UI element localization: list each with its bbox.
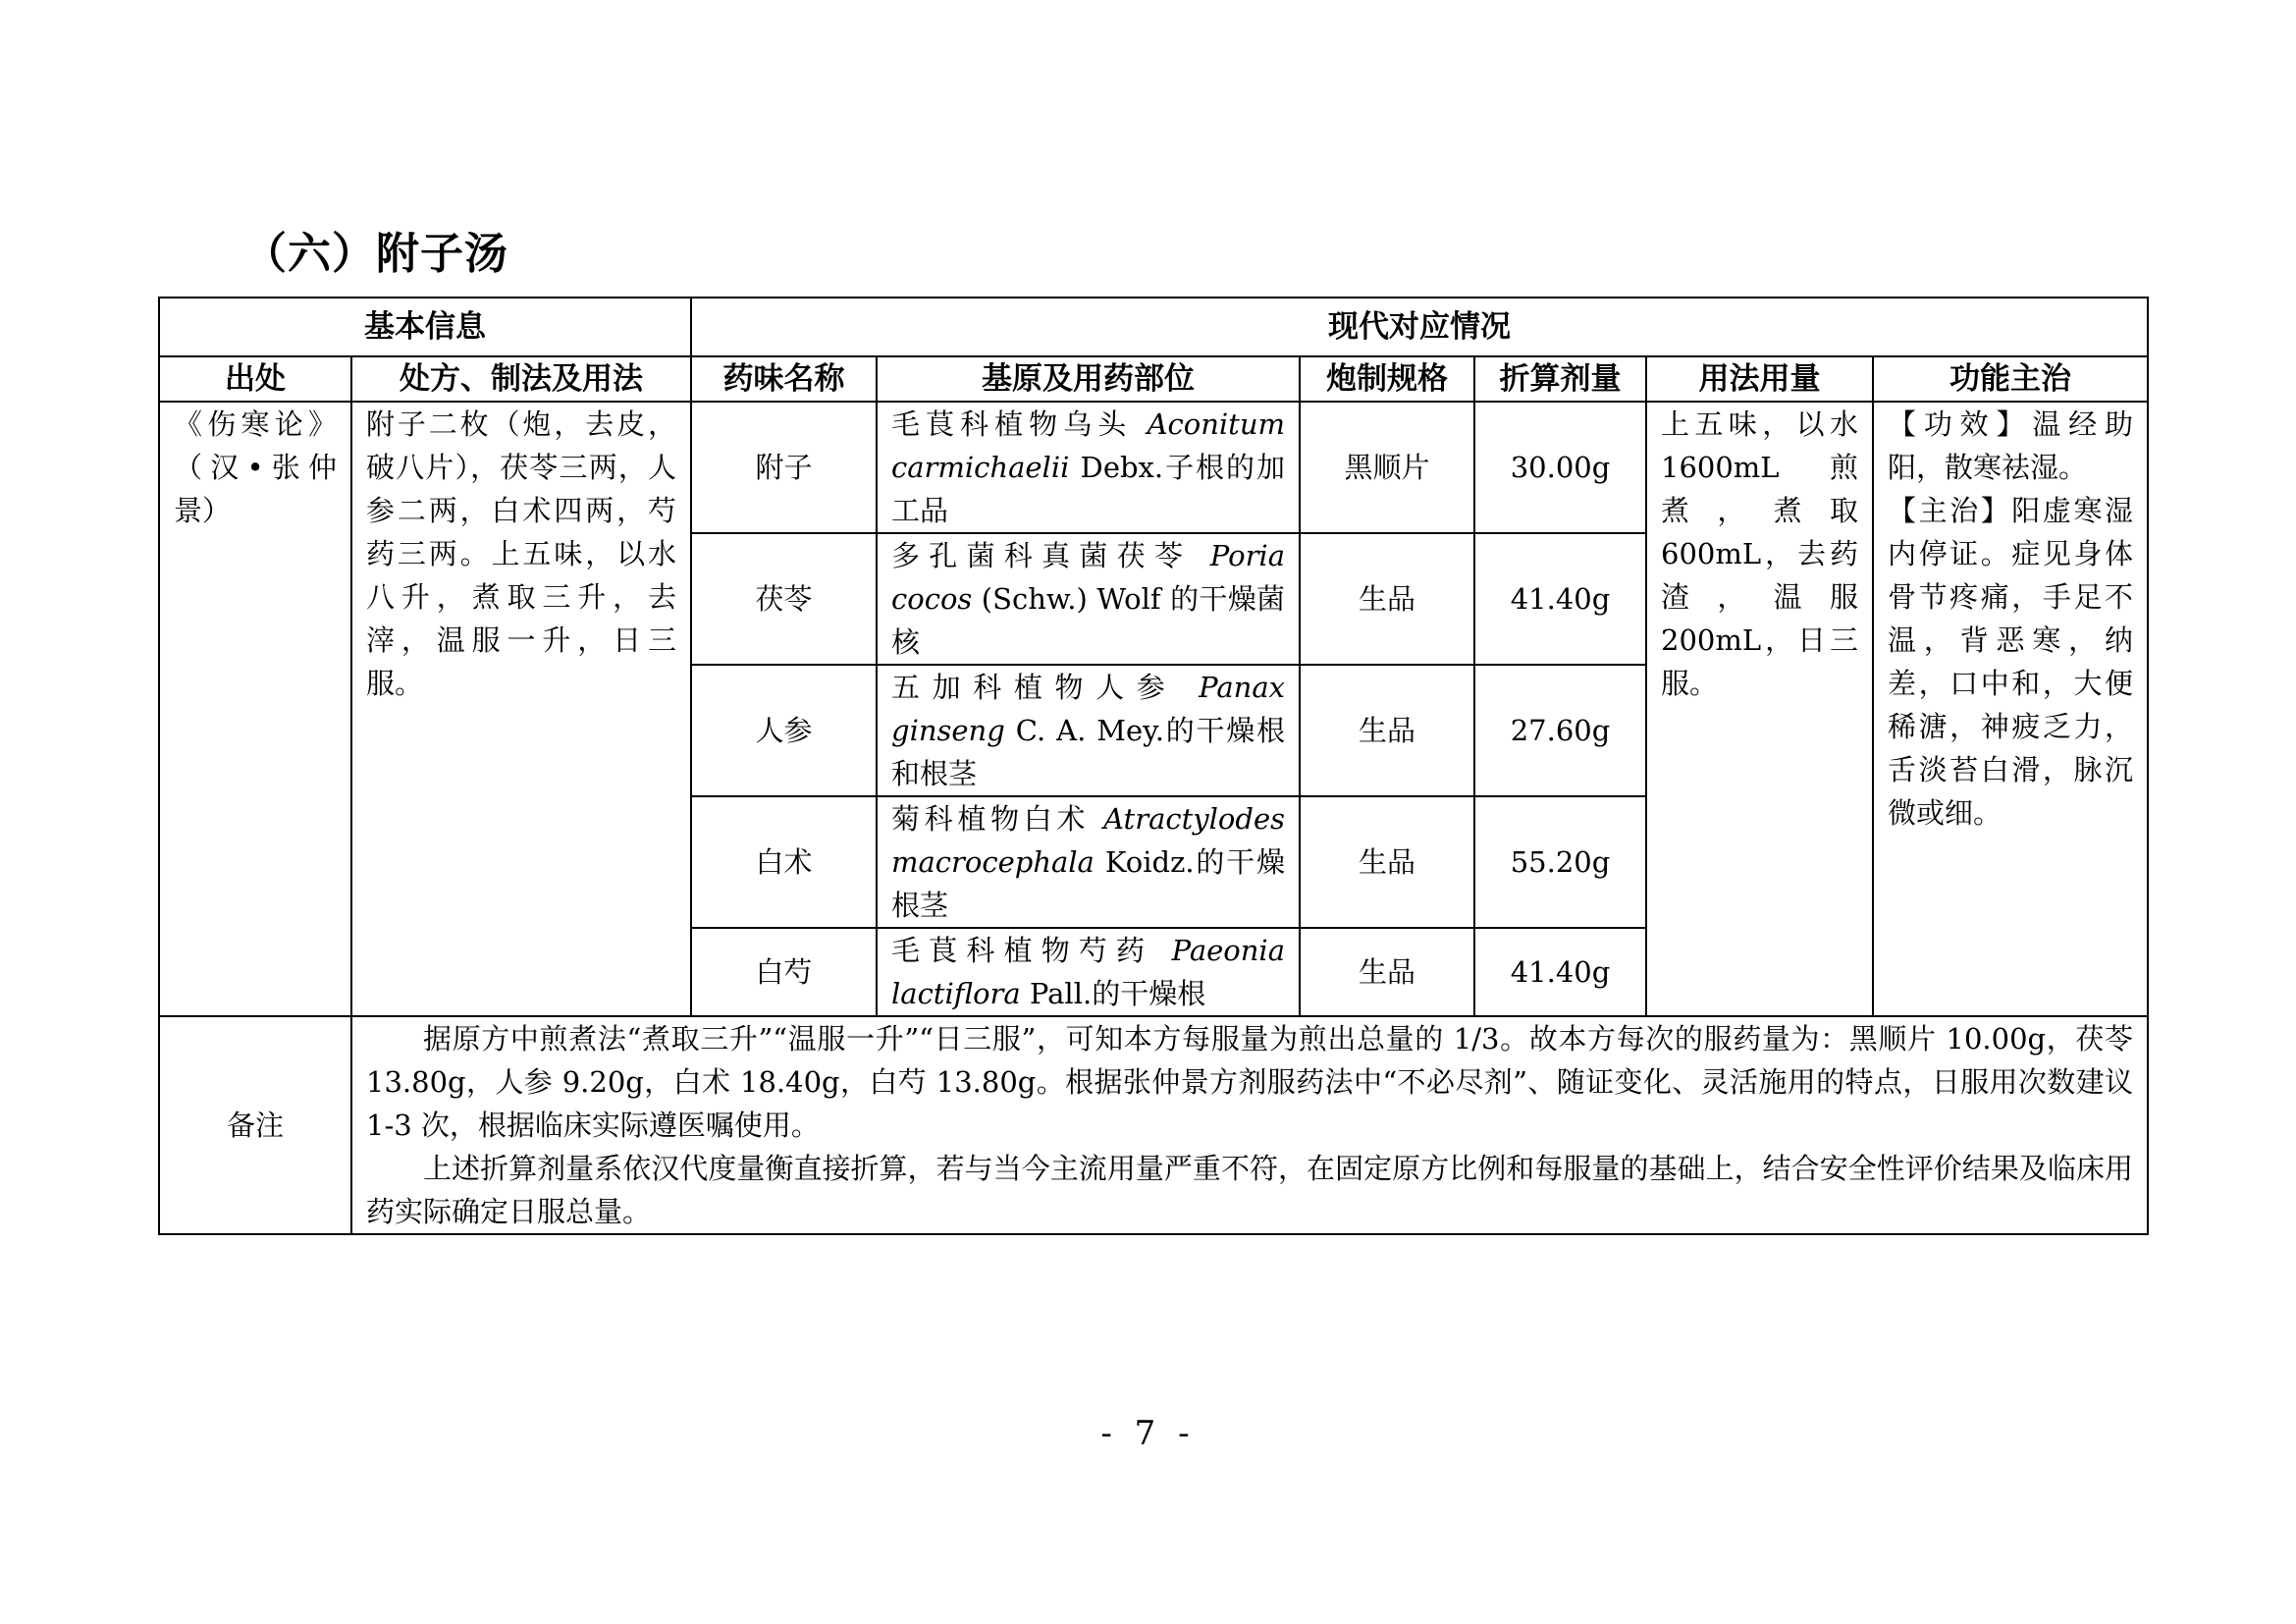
- modern-info-header: 现代对应情况: [691, 298, 2148, 356]
- group-header-row: [159, 298, 2148, 356]
- note-paragraph-2: 上述折算剂量系依汉代度量衡直接折算，若与当今主流用量严重不符，在固定原方比例和每服量的基础上，结合安全性评价结果及临床用药实际确定日服总量。: [366, 1152, 2134, 1228]
- basic-info-header: 基本信息: [159, 298, 691, 356]
- note-label: 备注: [159, 1016, 351, 1234]
- col-origin-header: 基原及用药部位: [877, 356, 1300, 402]
- col-prescription-header: 处方、制法及用法: [351, 356, 691, 402]
- herb-dose: 41.40g: [1474, 928, 1646, 1016]
- usage-cell: 上五味，以水1600mL 煎煮，煮取 600mL，去药渣，温服200mL，日三服。: [1646, 402, 1873, 1016]
- function-indication: 【主治】阳虚寒湿内停证。症见身体骨节疼痛，手足不温，背恶寒，纳差，口中和，大便稀溏，神疲乏力，舌淡苔白滑，脉沉微或细。: [1888, 494, 2134, 830]
- col-processing-header: 炮制规格: [1300, 356, 1474, 402]
- herb-processing: 生品: [1300, 796, 1474, 928]
- herb-name: 白术: [691, 796, 877, 928]
- herb-row: [159, 402, 2148, 533]
- col-herb-name-header: 药味名称: [691, 356, 877, 402]
- col-function-header: 功能主治: [1873, 356, 2148, 402]
- herb-processing: 生品: [1300, 928, 1474, 1016]
- function-effect: 【功效】温经助阳，散寒祛湿。: [1888, 407, 2134, 484]
- herb-dose: 41.40g: [1474, 533, 1646, 665]
- herb-origin: 毛茛科植物芍药 Paeonia lactiflora Pall.的干燥根: [877, 928, 1300, 1016]
- col-usage-header: 用法用量: [1646, 356, 1873, 402]
- herb-dose: 55.20g: [1474, 796, 1646, 928]
- herb-origin: 菊科植物白术 Atractylodes macrocephala Koidz.的干燥根茎: [877, 796, 1300, 928]
- herb-processing: 生品: [1300, 665, 1474, 796]
- herb-name: 人参: [691, 665, 877, 796]
- note-cell: [351, 1016, 2148, 1234]
- function-cell: [1873, 402, 2148, 1016]
- section-title: （六）附子汤: [243, 229, 508, 279]
- herb-origin: 五加科植物人参 Panax ginseng C. A. Mey.的干燥根和根茎: [877, 665, 1300, 796]
- herb-processing: 生品: [1300, 533, 1474, 665]
- herb-dose: 27.60g: [1474, 665, 1646, 796]
- formula-table: [158, 297, 2149, 1235]
- herb-name: 白芍: [691, 928, 877, 1016]
- note-row: [159, 1016, 2148, 1234]
- source-cell: 《伤寒论》（汉•张仲景）: [159, 402, 351, 1016]
- herb-origin: 多孔菌科真菌茯苓 Poria cocos (Schw.) Wolf 的干燥菌核: [877, 533, 1300, 665]
- herb-processing: 黑顺片: [1300, 402, 1474, 533]
- herb-dose: 30.00g: [1474, 402, 1646, 533]
- herb-name: 茯苓: [691, 533, 877, 665]
- prescription-cell: 附子二枚（炮，去皮，破八片），茯苓三两，人参二两，白术四两，芍药三两。上五味，以水八升，煮取三升，去滓，温服一升，日三服。: [351, 402, 691, 1016]
- herb-origin: 毛茛科植物乌头 Aconitum carmichaelii Debx.子根的加工品: [877, 402, 1300, 533]
- column-header-row: [159, 356, 2148, 402]
- herb-name: 附子: [691, 402, 877, 533]
- page-number: - 7 -: [1100, 1414, 1196, 1453]
- note-paragraph-1: 据原方中煎煮法“煮取三升”“温服一升”“日三服”，可知本方每服量为煎出总量的 1/3。故本方每次的服药量为：黑顺片 10.00g，茯苓 13.80g，人参 9.20g，白术 18.40g，白芍 13.80g。根据张仲景方剂服药法中“不必尽剂”、随证变化、灵活施用的特点，日服用次数建议 1-3 次，根据临床实际遵医嘱使用。: [366, 1022, 2134, 1142]
- col-source-header: 出处: [159, 356, 351, 402]
- col-dose-header: 折算剂量: [1474, 356, 1646, 402]
